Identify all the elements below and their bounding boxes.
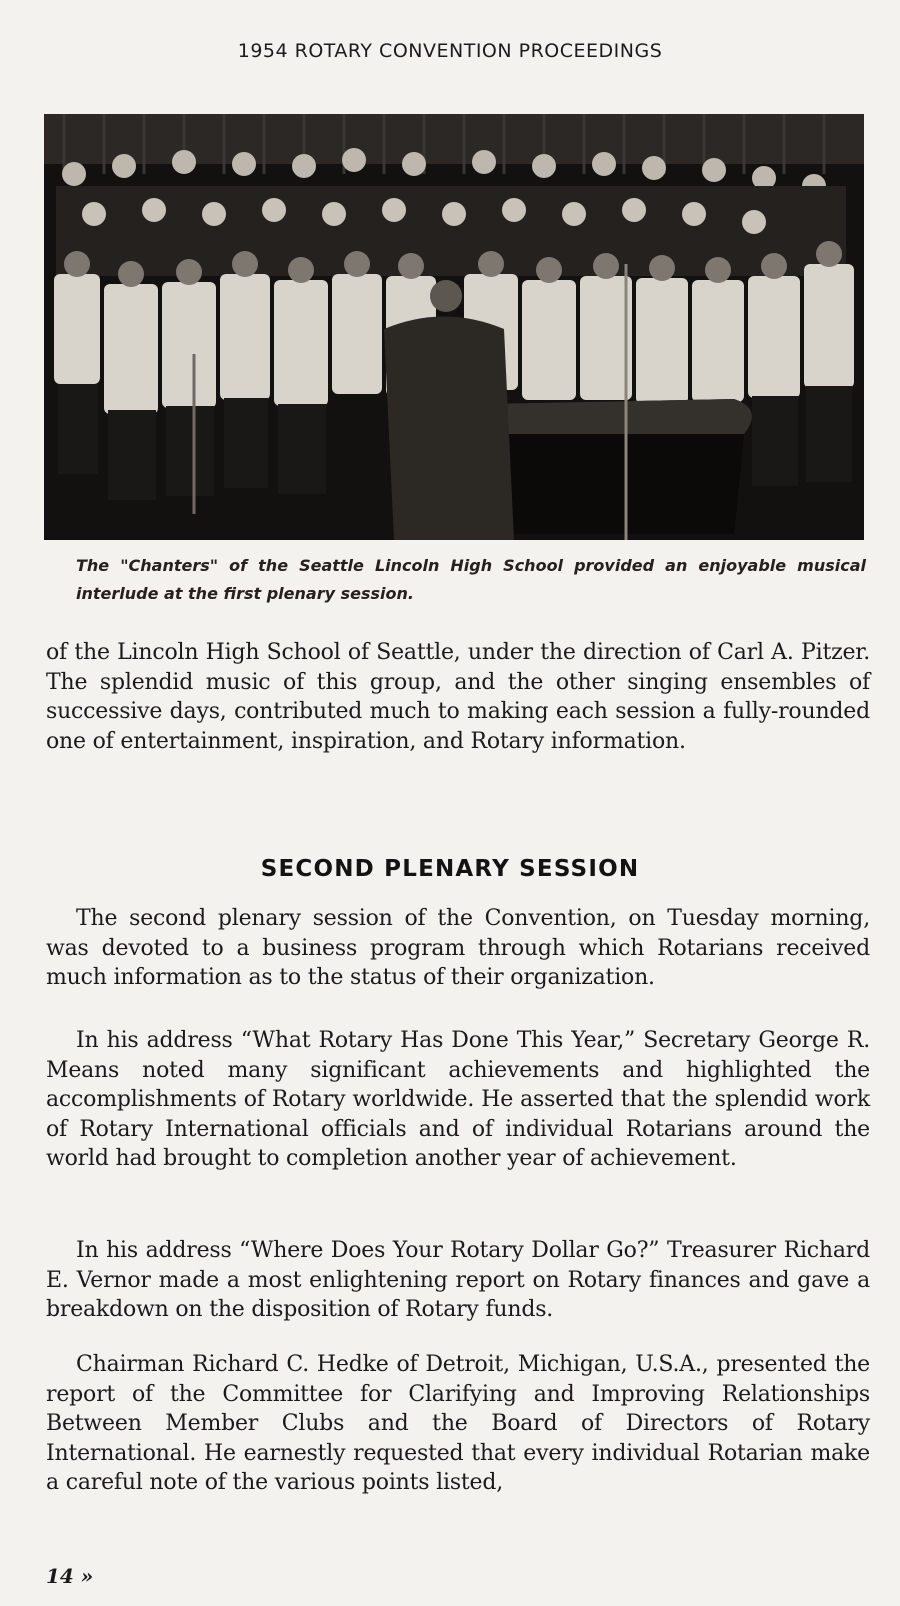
page-number: 14 » <box>46 1564 94 1588</box>
running-head: 1954 ROTARY CONVENTION PROCEEDINGS <box>237 40 663 62</box>
paragraph-secretary-address: In his address “What Rotary Has Done This Year,” Secretary George R. Means noted many significant achievements and highlighted the accomplishments of Rotary worldwide. He asserted that the splendid work of Rotary International officials and of individual Rotarians around the world had brought to completion another year of achievement. <box>46 1028 870 1171</box>
section-heading: SECOND PLENARY SESSION <box>260 856 640 882</box>
photo-caption: The "Chanters" of the Seattle Lincoln High School provided an enjoyable musical interlude at the first plenary session. <box>76 556 866 603</box>
paragraph-second-session: The second plenary session of the Convention, on Tuesday morning, was devoted to a business program through which Rotarians received much information as to the status of their organization. <box>46 906 870 990</box>
paragraph-treasurer-address: In his address “Where Does Your Rotary Dollar Go?” Treasurer Richard E. Vernor made a most enlightening report on Rotary finances and gave a breakdown on the disposition of Rotary funds. <box>46 1238 870 1322</box>
paragraph-committee-report: Chairman Richard C. Hedke of Detroit, Michigan, U.S.A., presented the report of the Committee for Clarifying and Improving Relationships Between Member Clubs and the Board of Directors of Rotary International. He earnestly requested that every individual Rotarian make a careful note of the various points listed, <box>46 1352 870 1495</box>
choir-photo <box>44 114 864 540</box>
continuation-paragraph: of the Lincoln High School of Seattle, under the direction of Carl A. Pitzer. The splendid music of this group, and the other singing ensembles of successive days, contributed much to making each session a fully-rounded one of entertainment, inspiration, and Rotary information. <box>46 640 870 754</box>
